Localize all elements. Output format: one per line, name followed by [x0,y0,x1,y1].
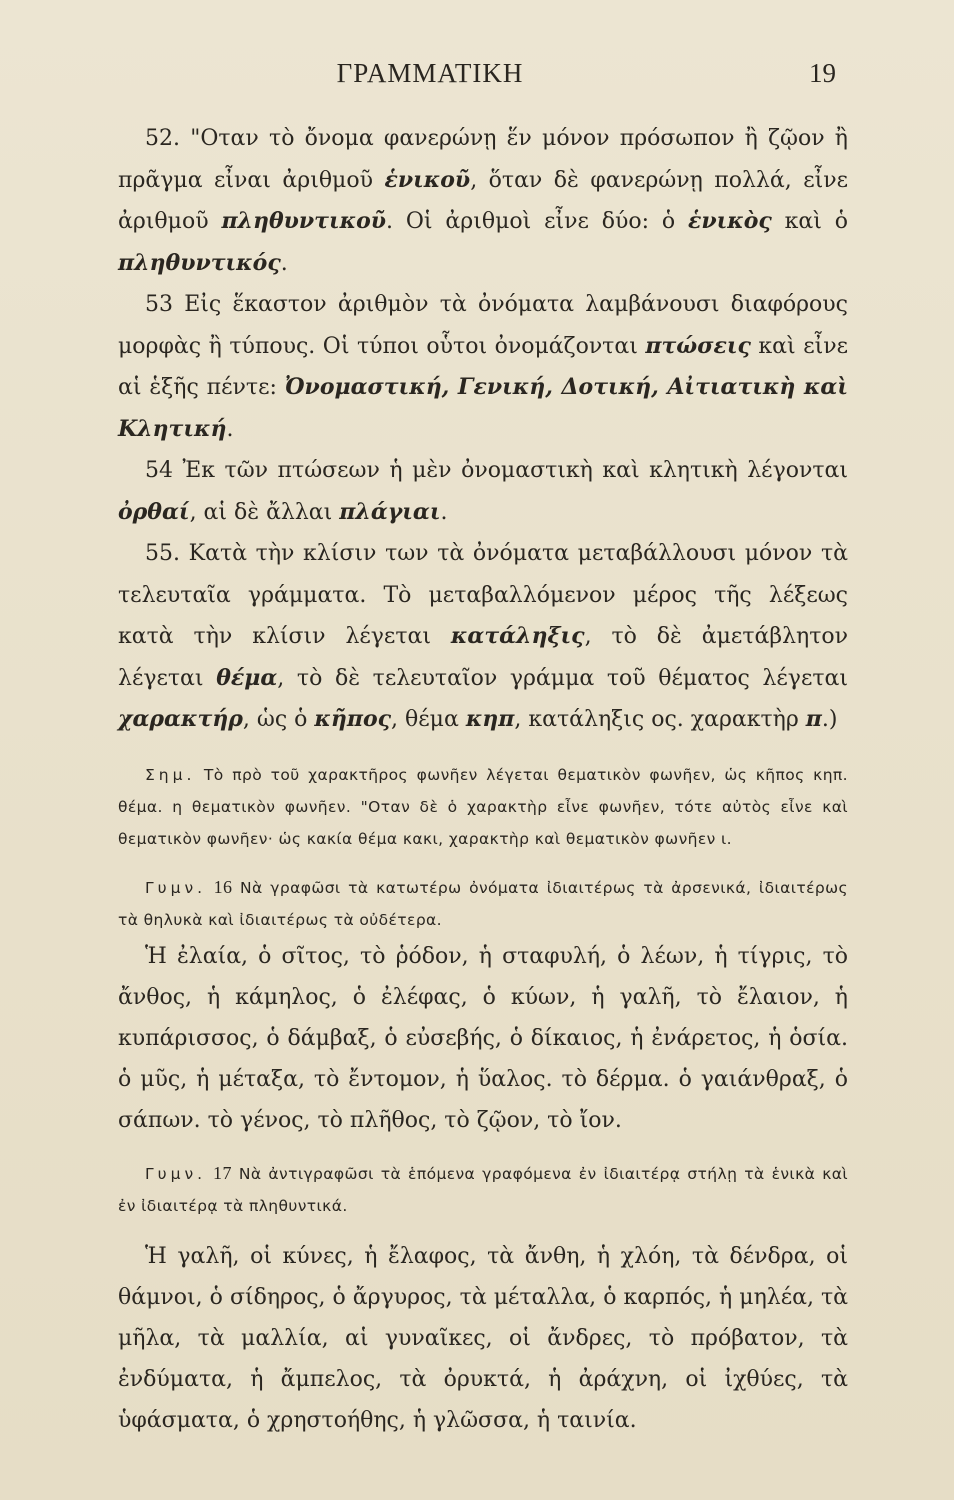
section-text: . [440,499,448,525]
exercise-text: Νὰ γραφῶσι τὰ κατωτέρω ὀνόματα ἰδιαιτέρως τὰ ἀρσενικά, ἰδιαιτέρως τὰ θηλυκὰ καὶ ἰδιαιτέρως τὰ οὐδέτερα. [118,878,848,929]
exercise-number: 17 [213,1162,232,1183]
exercise-17-instruction [118,1157,848,1222]
section-text: , τὸ δὲ τελευταῖον γράμμα τοῦ θέματος λέγεται [277,665,848,691]
note-paragraph [118,759,848,855]
page-number: 19 [809,58,836,88]
page-body [118,118,848,1441]
emphasized-term: πτώσεις [645,332,751,359]
section-text: .) [821,707,838,732]
section-number: 53 [145,292,173,317]
emphasized-term: ἑνικὸς [687,208,772,234]
emphasized-term: Ὀνομαστική, Γενική, Δοτική, Αἰτιατικὴ καὶ Κλητική [118,374,848,442]
exercise-text: Νὰ ἀντιγραφῶσι τὰ ἑπόμενα γραφόμενα ἐν ἰδιαιτέρᾳ στήλῃ τὰ ἑνικὰ καὶ ἐν ἰδιαιτέρᾳ τὰ πληθυντικά. [118,1164,849,1215]
numbered-sections [118,118,848,741]
emphasized-term: κηπ [465,706,515,732]
section-2-paragraph [118,450,848,533]
section-text: Εἰς ἕκαστον ἀριθμὸν τὰ ὀνόματα λαμβάνουσι διαφόρους μορφὰς ἢ τύπους. Οἱ τύποι οὗτοι ὀνομάζονται [118,292,848,359]
emphasized-term: κατάληξις [450,623,585,649]
exercise-16-word-list: Ἡ ἐλαία, ὁ σῖτος, τὸ ῥόδον, ἡ σταφυλή, ὁ λέων, ἡ τίγρις, τὸ ἄνθος, ἡ κάμηλος, ὁ ἐλέφας, ὁ κύων, ἡ γαλῆ, τὸ ἔλαιον, ἡ κυπάρισσος, ὁ δάμβαξ, ὁ εὐσεβής, ὁ δίκαιος, ἡ ἐνάρετος, ἡ ὁσία. ὁ μῦς, ἡ μέταξα, τὸ ἔντομον, ἡ ὕαλος. τὸ δέρμα. ὁ γαιάνθραξ, ὁ σάπων. τὸ γένος, τὸ πλῆθος, τὸ ζῷον, τὸ ἴον. [118,943,848,1133]
exercise-16-instruction [118,871,848,936]
section-text: . [226,416,234,442]
section-text: Κατὰ τὴν κλίσιν των τὰ ὀνόματα μεταβάλλουσι μόνον τὰ τελευταῖα γράμματα. Τὸ μεταβαλλόμενον μέρος τῆς λέξεως κατὰ τὴν κλίσιν λέγεται [118,541,848,649]
emphasized-term: θέμα [216,664,278,691]
section-text: "Οταν τὸ ὄνομα φανερώνῃ ἕν μόνον πρόσωπον ἢ ζῷον ἢ πρᾶγμα εἶναι ἀριθμοῦ [118,126,848,193]
section-text: , ὡς ὁ [242,707,315,732]
exercise-17-word-list: Ἡ γαλῆ, οἱ κύνες, ἡ ἔλαφος, τὰ ἄνθη, ἡ χλόη, τὰ δένδρα, οἱ θάμνοι, ὁ σίδηρος, ὁ ἄργυρος, τὰ μέταλλα, ὁ καρπός, ἡ μηλέα, τὰ μῆλα, τὰ μαλλία, αἱ γυναῖκες, οἱ ἄνδρες, τὸ πρόβατον, τὰ ἐνδύματα, ἡ ἄμπελος, τὰ ὀρυκτά, ἡ ἀράχνη, οἱ ἰχθύες, τὰ ὑφάσματα, ὁ χρηστοήθης, ἡ γλῶσσα, ἡ ταινία. [118,1243,848,1433]
section-3-paragraph [118,533,848,741]
section-0-paragraph [118,118,848,284]
note-label: Σημ. [145,765,196,784]
section-number: 54 [145,458,173,483]
emphasized-term: π [805,706,822,732]
section-text: , αἱ δὲ ἄλλαι [189,499,340,525]
emphasized-term: πλάγιαι [339,498,441,525]
section-text: καὶ εἶνε αἱ ἑξῆς πέντε: [118,333,849,400]
emphasized-term: κῆπος [314,706,392,732]
exercise-label: Γυμν. [145,1164,207,1183]
section-1-paragraph [118,284,848,450]
section-text: Ἐκ τῶν πτώσεων ἡ μὲν ὀνομαστικὴ καὶ κλητικὴ λέγονται [173,458,848,483]
section-text: . [280,250,288,276]
note-text: Τὸ πρὸ τοῦ χαρακτῆρος φωνῆεν λέγεται θεματικὸν φωνῆεν, ὡς κῆπος κηπ. θέμα. η θεματικὸν φωνῆεν. "Οταν δὲ ὁ χαρακτὴρ εἶνε φωνῆεν, τότε αὐτὸς εἶνε καὶ θεματικὸν φωνῆεν· ὡς κακία θέμα κακι, χαρακτὴρ καὶ θεματικὸν φωνῆεν ι. [118,765,848,848]
emphasized-term: ἑνικοῦ [384,166,471,193]
section-text: . Οἱ ἀριθμοὶ εἶνε δύο: ὁ [386,209,688,234]
section-number: 55. [145,541,180,566]
emphasized-term: πληθυντικός [118,249,281,276]
exercise-number: 16 [213,876,233,897]
page-header [0,58,954,98]
section-text: , κατάληξις ος. χαρακτὴρ [514,707,806,732]
emphasized-term: χαρακτήρ [118,706,243,732]
emphasized-term: πληθυντικοῦ [221,208,387,234]
exercise-label: Γυμν. [145,878,207,897]
section-text: , ὅταν δὲ φανερώνῃ πολλά, εἶνε ἀριθμοῦ [118,167,848,234]
section-number: 52. [145,126,180,151]
section-text: καὶ ὁ [771,209,848,234]
section-text: , θέμα [391,707,466,732]
emphasized-term: ὀρθαί [118,498,190,525]
section-text: , τὸ δὲ ἀμετάβλητον λέγεται [118,624,848,691]
running-title: ΓΡΑΜΜΑΤΙΚΗ [336,58,524,88]
